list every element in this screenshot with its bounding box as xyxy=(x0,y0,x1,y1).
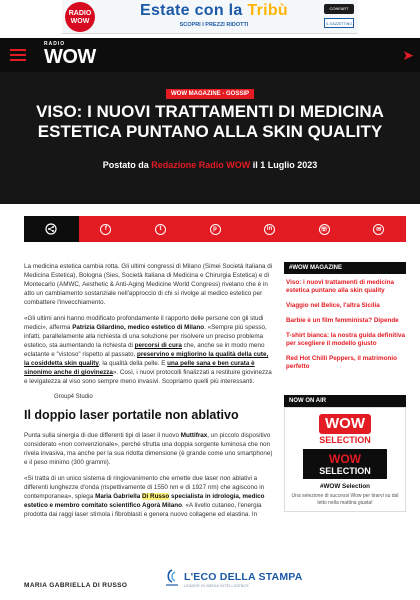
show-cover-bottom: SELECTION xyxy=(319,466,371,476)
paragraph-expert xyxy=(24,474,274,519)
byline-date: il 1 Luglio 2023 xyxy=(250,160,318,170)
share-pinterest-button[interactable] xyxy=(188,216,243,242)
badge-wow-text: WOW xyxy=(70,17,90,25)
top-nav xyxy=(0,38,420,72)
twitter-icon: t xyxy=(155,224,166,235)
p2-g: , la qualità della pelle. E xyxy=(98,360,168,367)
p2-e: che, anche se in modo meno eclatante e "vistoso" rispetto al passato, xyxy=(24,342,265,358)
byline xyxy=(0,160,420,170)
ad-banner[interactable] xyxy=(62,0,358,34)
article-body xyxy=(24,262,274,526)
eco-brand-text: L'ECO DELLA STAMPA xyxy=(184,571,303,583)
byline-prefix: Postato da xyxy=(102,160,152,170)
sponsor-logo-gazzettino: IL GAZZETTINO xyxy=(324,18,354,28)
site-logo-radio: RADIO xyxy=(44,41,66,47)
p3-c: , un piccolo dispositivo considerato «non convenzionale», perché sfrutta una doppia sorgente luminosa che non rivela invasiva, ma anche per la sua ridotta dimensione (è grande come uno smartphone) e il peso minimo (300 grammi). xyxy=(24,432,273,466)
p4-e: . «A livello cutaneo, l'energia prodotta dai raggi laser stimola i fibroblasti e genera nuovo collagene ed elastina. In xyxy=(24,502,262,518)
share-linkedin-button[interactable] xyxy=(242,216,297,242)
wow-logo: WOW xyxy=(319,414,371,434)
show-cover xyxy=(303,449,387,479)
sidebar-section-title: #WOW MAGAZINE xyxy=(284,262,406,274)
clipping-footer xyxy=(0,564,420,600)
footer-author-name: MARIA GABRIELLA DI RUSSO xyxy=(24,582,128,589)
share-email-button[interactable] xyxy=(351,216,406,242)
email-icon: ✉ xyxy=(373,224,384,235)
whatsapp-icon: ☏ xyxy=(319,224,330,235)
pinterest-icon: p xyxy=(210,224,221,235)
p3-a: Punta sulla sinergia di due differenti tipi di laser il nuovo xyxy=(24,432,181,439)
now-on-air xyxy=(284,395,406,512)
p2-a: «Gli ultimi anni hanno modificato profondamente il rapporto delle persone con gli studi medici», afferma xyxy=(24,315,264,331)
site-logo-wow: WOW xyxy=(44,46,96,68)
sponsor-logo-confart: CONFART xyxy=(324,4,354,14)
share-facebook-button[interactable] xyxy=(79,216,134,242)
facebook-icon: f xyxy=(100,224,111,235)
p4-c: Di Russo xyxy=(141,493,170,500)
image-credit: Group4 Studio xyxy=(54,394,93,400)
share-twitter-button[interactable] xyxy=(133,216,188,242)
byline-author[interactable]: Redazione Radio WOW xyxy=(151,160,251,170)
p2-h: una pelle sana e ben curata è sinonimo anche di giovinezza xyxy=(24,360,255,376)
banner-headline-pre: Estate con la xyxy=(140,2,248,19)
article-title: VISO: I NUOVI TRATTAMENTI DI MEDICINA ESTETICA PUNTANO ALLA SKIN QUALITY xyxy=(36,102,384,141)
banner-headline-em: Tribù xyxy=(247,2,288,19)
selection-label: SELECTION xyxy=(319,435,371,445)
now-on-air-box[interactable] xyxy=(284,407,406,512)
sidebar-item-1[interactable]: Viso: i nuovi trattamenti di medicina estetica puntano alla skin quality xyxy=(286,279,395,294)
radio-wow-badge xyxy=(65,2,95,32)
p4-d: specialista in idrologia, medico estetico e membro comitato scientifico Agorà Milano xyxy=(24,493,265,509)
p2-d: percorsi di cura xyxy=(134,342,182,349)
category-badge[interactable]: WOW MAGAZINE - GOSSIP xyxy=(166,89,254,99)
paragraph-laser xyxy=(24,431,274,467)
sidebar xyxy=(284,262,406,512)
p2-i: ». Così, i nuovi protocolli finalizzati a restituire giovinezza e levigatezza al viso sono sempre meno invasivi. Scopriamo quelli più interessanti. xyxy=(24,369,272,385)
eco-della-stampa-logo xyxy=(164,568,303,596)
banner-subline: SCOPRI I PREZZI RIDOTTI xyxy=(179,22,249,28)
linkedin-icon: in xyxy=(264,224,275,235)
category-row xyxy=(0,82,420,100)
sidebar-item-2[interactable]: Viaggio nel Belice, l'altra Sicilia xyxy=(286,302,380,309)
sidebar-item-3[interactable]: Barbie è un film femminista? Dipende xyxy=(286,317,399,324)
eco-tagline: LEADER IN MEDIA INTELLIGENCE xyxy=(184,584,249,588)
article-hero xyxy=(0,72,420,204)
show-cover-top: WOW xyxy=(329,452,361,466)
hamburger-menu-icon[interactable] xyxy=(8,46,28,64)
sidebar-list xyxy=(284,274,406,383)
share-icon xyxy=(45,223,57,235)
sidebar-item-4[interactable]: T-shirt bianca: la nostra guida definitiva per scegliere il modello giusto xyxy=(286,332,405,347)
show-name: #WOW Selection xyxy=(319,483,371,490)
now-on-air-title: NOW ON AIR xyxy=(284,395,406,407)
p4-b: Maria Gabriella xyxy=(95,493,142,500)
p3-b: Muttifrax xyxy=(180,432,208,439)
eco-logo-icon xyxy=(164,568,180,588)
section-heading: Il doppio laser portatile non ablativo xyxy=(24,408,239,422)
show-description: Una selezione di successi Wow per tirarvi su dal letto nella mattina giusta! xyxy=(291,493,399,506)
paragraph-quote xyxy=(24,314,274,386)
arrow-right-icon[interactable]: ➤ xyxy=(402,47,414,63)
sidebar-item-5[interactable]: Red Hot Chilli Peppers, il matrimonio perfetto xyxy=(286,355,397,370)
site-logo[interactable] xyxy=(44,41,96,68)
p2-c: . «Sempre più spesso, infatti, parallelamente alla richiesta di una soluzione per risolvere un preciso problema estetico, sta aumentando la richiesta di xyxy=(24,324,267,349)
banner-headline xyxy=(114,2,314,20)
p2-b: Patrizia Gilardino, medico estetico di Milano xyxy=(72,324,205,331)
share-button[interactable] xyxy=(24,216,79,242)
paragraph-intro: La medicina estetica cambia rotta. Gli ultimi congressi di Milano (Simei Società Italiana di Medicina Estetica), Bologna (Sies, Società Italiana di Medicina e Chirurgia Estetica) e di Montecarlo (AMWC, Aesthetic & Anti-Aging Medicine World Congress) rivelano che è in atto un cambiamento sostanziale nell'approccio di chi si rivolge al medico estetico per combattere l'invecchiamento. xyxy=(24,263,273,306)
p4-a: «Si tratta di un unico sistema di ringiovanimento che emette due laser non ablativi a differenti lunghezze d'onda (rispettivamente di 1550 nm e di 1927 nm) che agiscono in contemporanea», spiega xyxy=(24,475,265,500)
share-whatsapp-button[interactable] xyxy=(297,216,352,242)
share-bar xyxy=(24,216,406,242)
p2-f: preservino e migliorino la qualità della cute, la cosiddetta skin quality xyxy=(24,351,269,367)
badge-radio-text: RADIO xyxy=(68,10,92,17)
